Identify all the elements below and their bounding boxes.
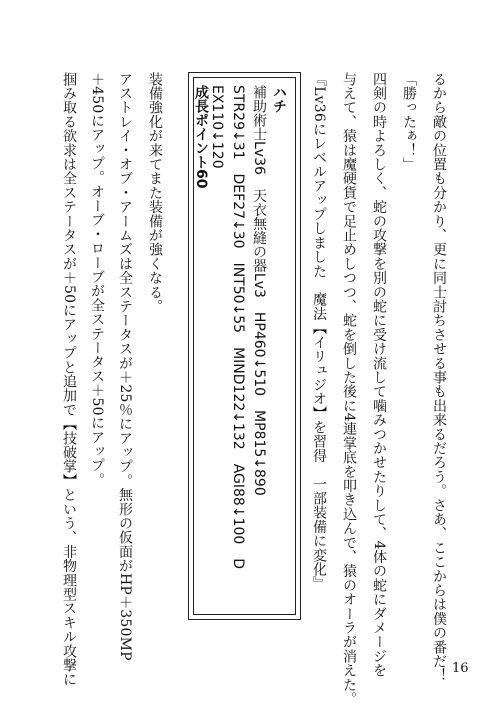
- lower-text-line-1: 装備強化が来てまた装備が強くなる。: [147, 72, 163, 314]
- main-text-line-1: るから敵の位置も分かり、更に同士討ちさせる事も出来るだろう。さあ、ここからは僕の番だ！: [431, 72, 447, 683]
- page-number: 16: [452, 661, 469, 676]
- status-line-ex: EX110↓120: [209, 85, 225, 169]
- main-text-line-5: 『Lv36にレベルアップしました 魔法【イリュジオ】を習得 一部装備に変化』: [311, 72, 327, 591]
- status-line-job: 補助術士Lv36 天衣無縫の器Lv3 HP460↓510 MP815↓890: [251, 85, 267, 496]
- status-line-stats: STR29↓31 DEF27↓30 INT50↓55 MIND122↓132 AGI88↓100 D: [230, 85, 246, 570]
- lower-text-line-4: 掴み取る欲求は全ステータスが＋50にアップと追加で【技破掌】という、非物理型スキル攻撃に: [61, 72, 77, 687]
- character-name: ハチ: [271, 85, 287, 113]
- main-text-line-3: 四剣の時よろしく、蛇の攻撃を別の蛇に受け流して噛みつかせたりして、4体の蛇にダメージを: [371, 72, 387, 678]
- main-text-line-4: 与えて、猿は魔硬貨で足止めしつつ、蛇を倒した後に4連掌底を叩き込んで、猿のオーラが消えた。: [341, 72, 357, 706]
- status-line-growth-points: 成長ポイント60: [193, 85, 209, 189]
- lower-text-line-3: ＋450にアップ。オーブ・ローブが全ステータス＋50にアップ。: [89, 72, 105, 487]
- main-text-line-2: 「勝ったぁ！」: [401, 72, 417, 172]
- lower-text-line-2: アストレイ・オブ・アームズは全ステータスが＋25％にアップ。無形の仮面がHP＋350MP: [117, 72, 133, 661]
